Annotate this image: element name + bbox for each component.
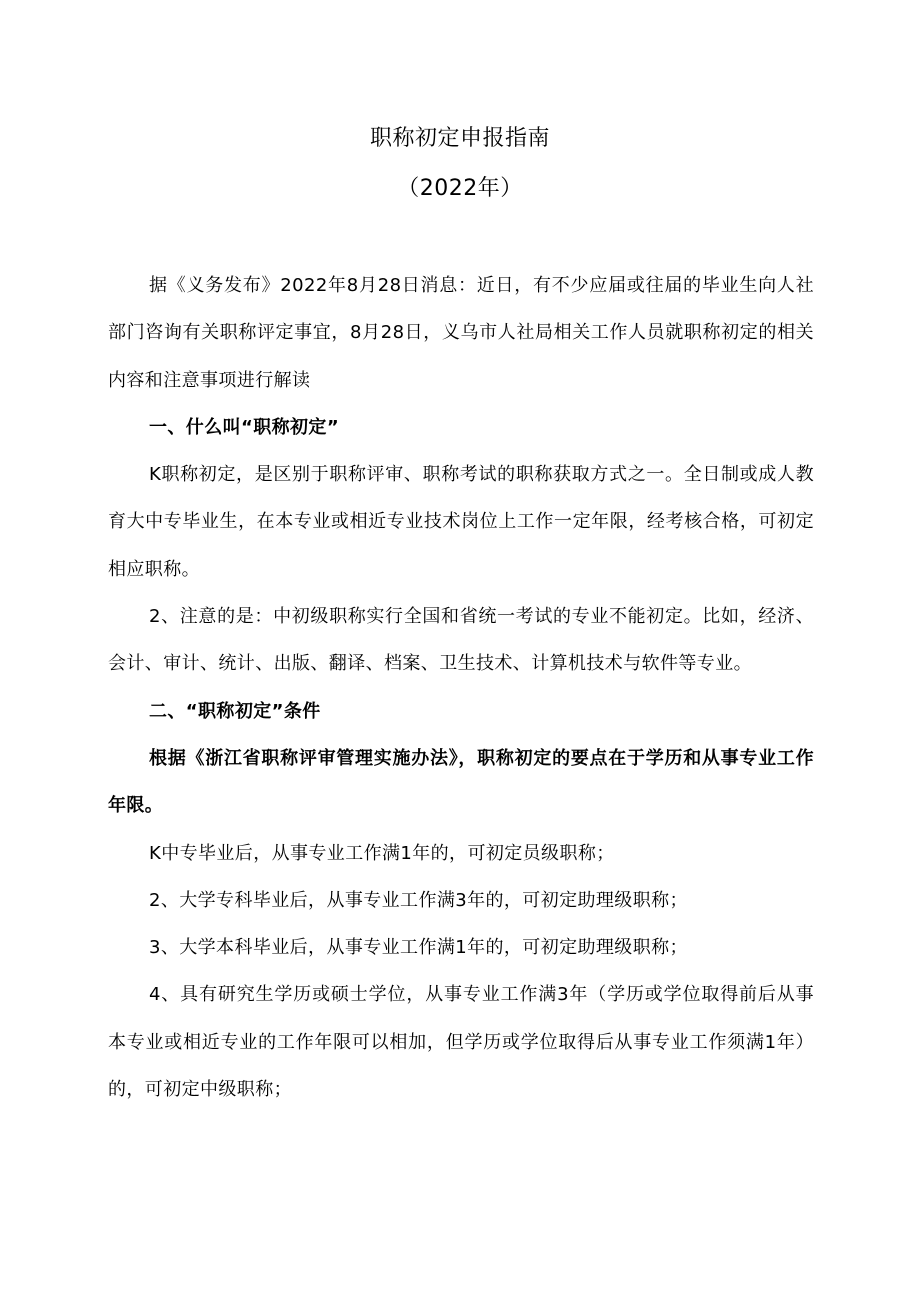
list-item-condition-2: 2、大学专科毕业后，从事专业工作满3年的，可初定助理级职称；: [149, 889, 688, 911]
document-title: 职称初定申报指南: [369, 126, 550, 151]
document-body: [108, 262, 814, 1113]
paragraph-intro: 据《义务发布》2022年8月28日消息：近日，有不少应届或往届的毕业生向人社部门咨询有关职称评定事宜，8月28日，义乌市人社局相关工作人员就职称初定的相关内容和注意事项进行解读: [108, 275, 814, 391]
paragraph-basis: 根据《浙江省职称评审管理实施办法》，职称初定的要点在于学历和从事专业工作年限。: [108, 747, 814, 817]
document-subtitle: （2022年）: [397, 176, 523, 201]
list-item-condition-1: K中专毕业后，从事专业工作满1年的，可初定员级职称；: [149, 842, 615, 864]
paragraph-definition: K职称初定，是区别于职称评审、职称考试的职称获取方式之一。全日制或成人教育大中专毕业生，在本专业或相近专业技术岗位上工作一定年限，经考核合格，可初定相应职称。: [108, 464, 814, 580]
heading-section-1: 一、什么叫“职称初定”: [149, 416, 340, 438]
list-item-condition-3: 3、大学本科毕业后，从事专业工作满1年的，可初定助理级职称；: [149, 937, 688, 959]
paragraph-note: 2、注意的是：中初级职称实行全国和省统一考试的专业不能初定。比如，经济、会计、审计、统计、出版、翻译、档案、卫生技术、计算机技术与软件等专业。: [108, 606, 814, 675]
heading-section-2: 二、“职称初定”条件: [149, 700, 321, 722]
list-item-condition-4: 4、具有研究生学历或硕士学位，从事专业工作满3年（学历或学位取得前后从事本专业或相近专业的工作年限可以相加，但学历或学位取得后从事专业工作须满1年）的，可初定中级职称；: [108, 984, 814, 1101]
